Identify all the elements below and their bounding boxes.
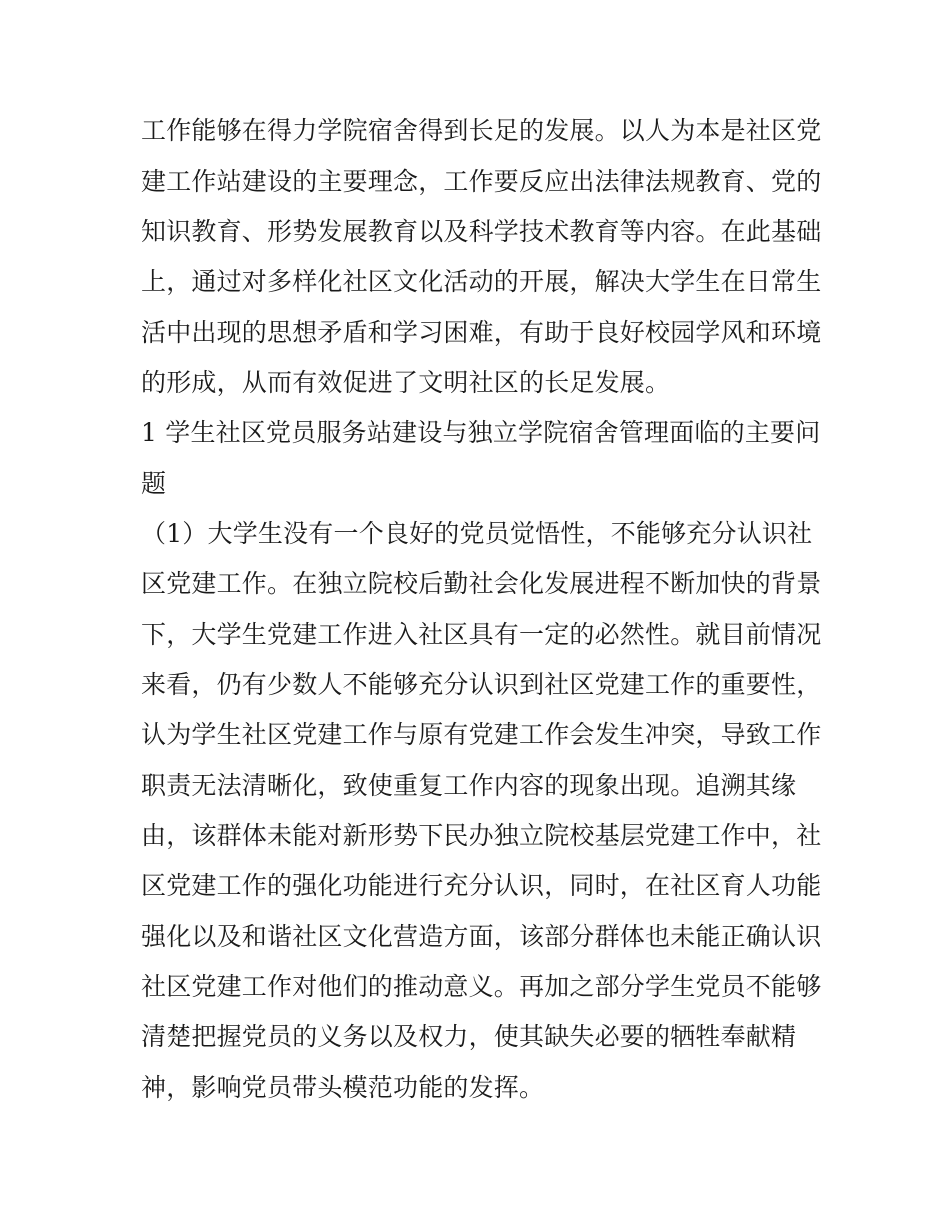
paragraph-line-2: 建工作站建设的主要理念，工作要反应出法律法规教育、党的 (141, 167, 822, 196)
paragraph-line-1: 工作能够在得力学院宿舍得到长足的发展。以人为本是社区党 (141, 116, 822, 145)
paragraph-line-17: 清楚把握党员的义务以及权力，使其缺失必要的牺牲奉献精 (141, 1022, 797, 1051)
paragraph-line-11: 认为学生社区党建工作与原有党建工作会发生冲突，导致工作 (141, 720, 822, 749)
paragraph-line-9: 下，大学生党建工作进入社区具有一定的必然性。就目前情况 (141, 620, 822, 649)
paragraph-line-12: 职责无法清晰化，致使重复工作内容的现象出现。追溯其缘 (141, 771, 797, 800)
paragraph-line-15: 强化以及和谐社区文化营造方面，该部分群体也未能正确认识 (141, 922, 822, 951)
paragraph-line-10: 来看，仍有少数人不能够充分认识到社区党建工作的重要性， (141, 670, 822, 699)
paragraph-line-4: 上，通过对多样化社区文化活动的开展，解决大学生在日常生 (141, 267, 822, 296)
paragraph-line-8: 区党建工作。在独立院校后勤社会化发展进程不断加快的背景 (141, 569, 822, 598)
paragraph-line-14: 区党建工作的强化功能进行充分认识，同时，在社区育人功能 (141, 871, 822, 900)
paragraph-line-16: 社区党建工作对他们的推动意义。再加之部分学生党员不能够 (141, 972, 822, 1001)
paragraph-line-3: 知识教育、形势发展教育以及科学技术教育等内容。在此基础 (141, 217, 822, 246)
paragraph-line-5: 活中出现的思想矛盾和学习困难，有助于良好校园学风和环境 (141, 318, 822, 347)
paragraph-line-7: （1）大学生没有一个良好的党员觉悟性，不能够充分认识社 (141, 519, 813, 548)
paragraph-line-6: 的形成，从而有效促进了文明社区的长足发展。 (141, 368, 671, 397)
paragraph-line-18: 神，影响党员带头模范功能的发挥。 (141, 1073, 545, 1102)
paragraph-line-13: 由，该群体未能对新形势下民办独立院校基层党建工作中，社 (141, 821, 822, 850)
section-heading-line-2: 题 (141, 469, 167, 498)
section-heading-line-1: 1 学生社区党员服务站建设与独立学院宿舍管理面临的主要问 (141, 418, 821, 447)
